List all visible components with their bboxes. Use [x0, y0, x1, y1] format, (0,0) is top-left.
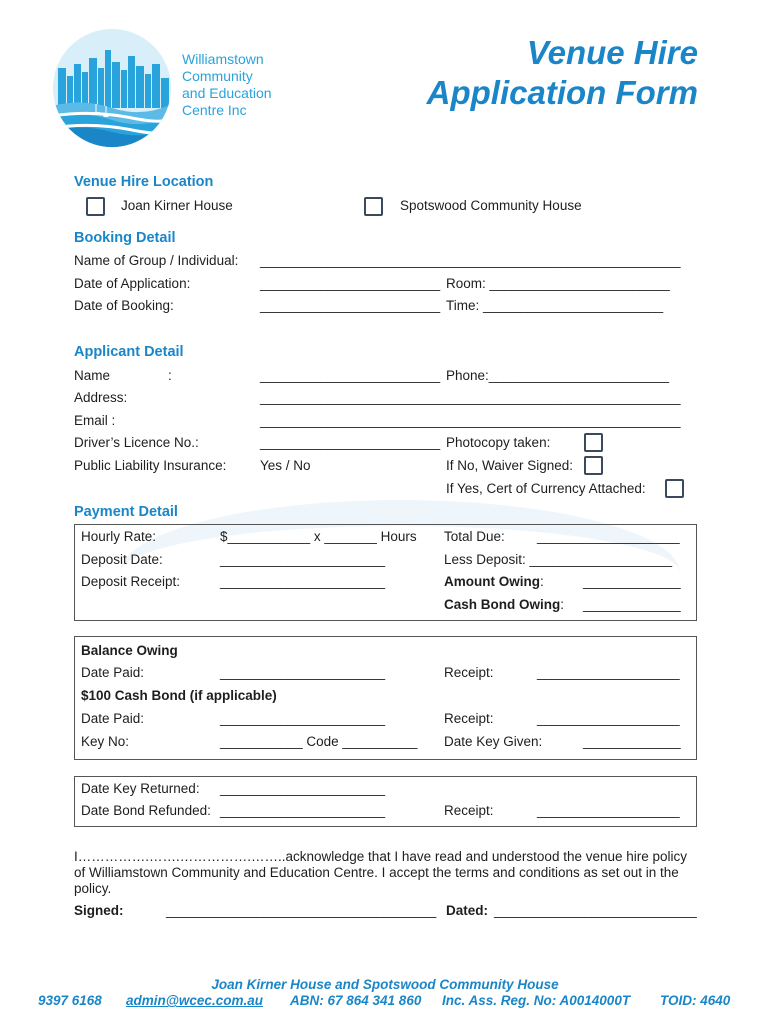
hourly-label: Hourly Rate: [81, 529, 157, 544]
cash-bond-heading: $100 Cash Bond (if applicable) [81, 688, 277, 703]
bond-date-paid-field[interactable]: ______________________ [220, 711, 386, 726]
date-paid-label: Date Paid: [81, 665, 145, 680]
key-given-field[interactable]: _____________ [583, 734, 681, 749]
email-label: Email : [74, 413, 116, 428]
yes-no-option[interactable]: Yes / No [260, 458, 311, 473]
email-field[interactable]: ________________________________________________________ [260, 413, 681, 428]
group-field[interactable]: ________________________________________________________ [260, 253, 681, 268]
currency-checkbox[interactable] [665, 479, 684, 498]
photocopy-label: Photocopy taken: [446, 435, 551, 450]
amount-owing-colon: : [539, 574, 544, 589]
currency-label: If Yes, Cert of Currency Attached: [446, 481, 646, 496]
deposit-receipt-label: Deposit Receipt: [81, 574, 181, 589]
receipt-label: Receipt: [444, 665, 494, 680]
org-name-line: Community [182, 68, 253, 84]
joan-kirner-label: Joan Kirner House [121, 198, 233, 213]
waiver-checkbox[interactable] [584, 456, 603, 475]
joan-kirner-checkbox[interactable] [86, 197, 105, 216]
name-label: Name [74, 368, 111, 383]
footer-phone: 9397 6168 [38, 993, 102, 1008]
receipt-field[interactable]: ___________________ [537, 665, 680, 680]
location-heading: Venue Hire Location [74, 174, 214, 190]
cash-bond-owing-colon: : [560, 597, 565, 612]
deposit-date-label: Deposit Date: [81, 552, 163, 567]
payment-heading: Payment Detail [74, 504, 178, 520]
name-field[interactable]: ________________________ [260, 368, 441, 383]
application-date-field[interactable]: ________________________ [260, 276, 441, 291]
key-given-label: Date Key Given: [444, 734, 543, 749]
liability-label: Public Liability Insurance: [74, 458, 227, 473]
dated-field[interactable]: ___________________________ [494, 903, 697, 918]
licence-label: Driver’s Licence No.: [74, 435, 199, 450]
key-code-field[interactable]: ___________ Code __________ [220, 734, 418, 749]
phone-field[interactable]: Phone:________________________ [446, 368, 669, 383]
hourly-field[interactable]: $___________ x _______ Hours [220, 529, 417, 544]
spotswood-label: Spotswood Community House [400, 198, 582, 213]
date-paid-field[interactable]: ______________________ [220, 665, 386, 680]
footer-abn: ABN: 67 864 341 860 [290, 993, 422, 1008]
spotswood-checkbox[interactable] [364, 197, 383, 216]
signed-label: Signed: [74, 903, 124, 918]
less-deposit-field[interactable]: Less Deposit: ___________________ [444, 552, 673, 567]
total-field[interactable]: ___________________ [537, 529, 680, 544]
deposit-date-field[interactable]: ______________________ [220, 552, 386, 567]
logo [52, 28, 172, 148]
booking-date-label: Date of Booking: [74, 298, 174, 313]
booking-date-field[interactable]: ________________________ [260, 298, 441, 313]
footer-reg: Inc. Ass. Reg. No: A0014000T [442, 993, 631, 1008]
key-returned-field[interactable]: ______________________ [220, 781, 386, 796]
return-receipt-field[interactable]: ___________________ [537, 803, 680, 818]
cash-bond-owing-field[interactable]: _____________ [583, 597, 681, 612]
amount-owing-label [444, 574, 544, 589]
deposit-receipt-field[interactable]: ______________________ [220, 574, 386, 589]
name-colon: : [168, 368, 172, 383]
footer-email-link[interactable]: admin@wcec.com.au [126, 993, 263, 1008]
address-label: Address: [74, 390, 128, 405]
bond-receipt-label: Receipt: [444, 711, 494, 726]
footer-houses: Joan Kirner House and Spotswood Community House [211, 977, 559, 992]
balance-heading: Balance Owing [81, 643, 178, 658]
dated-label: Dated: [446, 903, 489, 918]
time-field[interactable]: Time: ________________________ [446, 298, 664, 313]
key-returned-label: Date Key Returned: [81, 781, 200, 796]
cash-bond-owing-label [444, 597, 564, 612]
applicant-heading: Applicant Detail [74, 344, 184, 360]
bond-refunded-field[interactable]: ______________________ [220, 803, 386, 818]
declaration-text: I…………….…….…………….……..acknowledge that I have read and understood the venue hire policy of Williamstown Community and Education Centre. I accept the terms and conditions as set out in the policy. [74, 849, 688, 896]
footer-toid: TOID: 4640 [660, 993, 731, 1008]
amount-owing-text: Amount Owing [444, 574, 540, 589]
address-field[interactable]: ________________________________________________________ [260, 390, 681, 405]
bond-receipt-field[interactable]: ___________________ [537, 711, 680, 726]
return-receipt-label: Receipt: [444, 803, 494, 818]
org-name-line: Williamstown [182, 51, 264, 67]
bond-date-paid-label: Date Paid: [81, 711, 145, 726]
logo-emblem [52, 28, 172, 148]
key-no-label: Key No: [81, 734, 130, 749]
signature-field[interactable]: ____________________________________ [166, 903, 437, 918]
total-label: Total Due: [444, 529, 505, 544]
page-title [427, 33, 698, 113]
room-field[interactable]: Room: ________________________ [446, 276, 670, 291]
bond-refunded-label: Date Bond Refunded: [81, 803, 211, 818]
licence-field[interactable]: ________________________ [260, 435, 441, 450]
group-label: Name of Group / Individual: [74, 253, 239, 268]
title-line-1: Venue Hire [526, 34, 698, 71]
application-date-label: Date of Application: [74, 276, 191, 291]
booking-heading: Booking Detail [74, 230, 176, 246]
title-line-2: Application Form [426, 74, 698, 111]
photocopy-checkbox[interactable] [584, 433, 603, 452]
org-name-line: Centre Inc [182, 102, 247, 118]
org-name-line: and Education [182, 85, 272, 101]
amount-owing-field[interactable]: _____________ [583, 574, 681, 589]
cash-bond-owing-text: Cash Bond Owing [444, 597, 561, 612]
waiver-label: If No, Waiver Signed: [446, 458, 574, 473]
organisation-name [182, 51, 272, 119]
